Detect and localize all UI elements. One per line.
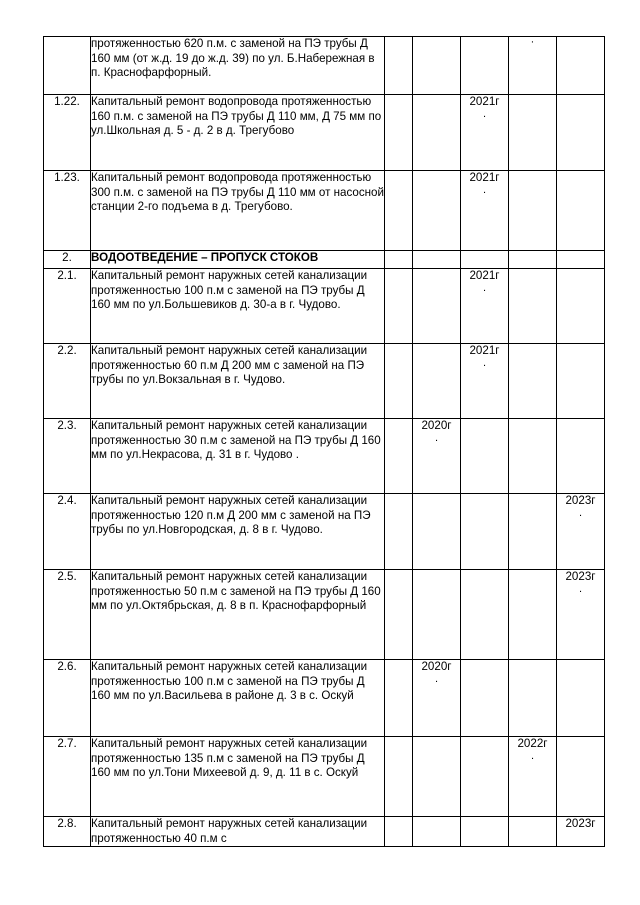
item-number-cell: [44, 37, 91, 95]
item-number-cell: 1.22.: [44, 95, 91, 171]
year-label: 2023г: [565, 570, 596, 583]
item-description-cell: Капитальный ремонт наружных сетей канализации протяженностью 100 п.м с заменой на ПЭ трубы Д 160 мм по ул.Васильева в районе д. 3 в с. Оскуй: [91, 660, 385, 737]
item-number-cell: 2.3.: [44, 419, 91, 494]
item-number-cell: 2.6.: [44, 660, 91, 737]
year-dot: .: [578, 582, 583, 595]
year-label: 2022г: [517, 737, 548, 750]
table-row: [44, 269, 605, 344]
year-column-cell: [385, 494, 413, 570]
year-column-cell: [461, 570, 509, 660]
item-description-cell: Капитальный ремонт наружных сетей канализации протяженностью 120 п.м Д 200 мм с заменой на ПЭ трубы по ул.Новгородская, д. 8 в г. Чудово.: [91, 494, 385, 570]
item-description-cell: ВОДООТВЕДЕНИЕ – ПРОПУСК СТОКОВ: [91, 251, 385, 269]
item-number-cell: 2.7.: [44, 737, 91, 817]
year-column-cell: [413, 494, 461, 570]
item-number-cell: 2.2.: [44, 344, 91, 419]
table-row: [44, 660, 605, 737]
year-column-cell: [385, 171, 413, 251]
year-column-cell: [557, 494, 605, 570]
table-row: [44, 344, 605, 419]
item-number-cell: 1.23.: [44, 171, 91, 251]
year-column-cell: [509, 660, 557, 737]
year-column-cell: [557, 171, 605, 251]
year-column-cell: [509, 344, 557, 419]
item-number-cell: 2.5.: [44, 570, 91, 660]
year-dot: .: [434, 431, 439, 444]
year-column-cell: [557, 344, 605, 419]
section-header-row: [44, 251, 605, 269]
table-row: [44, 171, 605, 251]
year-label: 2020г: [421, 419, 452, 432]
year-column-cell: [385, 251, 413, 269]
item-description-cell: Капитальный ремонт водопровода протяженностью 160 п.м. с заменой на ПЭ трубы Д 110 мм, Д 75 мм по ул.Школьная д. 5 - д. 2 в д. Трегубово: [91, 95, 385, 171]
year-column-cell: [509, 817, 557, 847]
repair-plan-table: [43, 36, 605, 847]
year-label: 2023г: [565, 494, 596, 507]
year-column-cell: [413, 269, 461, 344]
year-column-cell: [557, 737, 605, 817]
year-label: 2020г: [421, 660, 452, 673]
table-row: [44, 817, 605, 847]
year-dot: .: [434, 672, 439, 685]
year-column-cell: [385, 817, 413, 847]
year-column-cell: [509, 570, 557, 660]
year-dot: .: [482, 107, 487, 120]
year-dot: .: [482, 281, 487, 294]
year-column-cell: [413, 344, 461, 419]
year-column-cell: [509, 269, 557, 344]
year-label: 2021г: [469, 171, 500, 184]
year-label: 2021г: [469, 344, 500, 357]
year-column-cell: [385, 419, 413, 494]
year-column-cell: [557, 660, 605, 737]
year-dot: .: [530, 749, 535, 762]
item-description-cell: Капитальный ремонт наружных сетей канализации протяженностью 60 п.м Д 200 мм с заменой на ПЭ трубы по ул.Вокзальная в г. Чудово.: [91, 344, 385, 419]
item-description-cell: Капитальный ремонт наружных сетей канализации протяженностью 135 п.м с заменой на ПЭ трубы Д 160 мм по ул.Тони Михеевой д. 9, д. 11 в с. Оскуй: [91, 737, 385, 817]
year-column-cell: [509, 251, 557, 269]
item-description-cell: протяженностью 620 п.м. с заменой на ПЭ трубы Д 160 мм (от ж.д. 19 до ж.д. 39) по ул. Б.Набережная в п. Краснофарфорный.: [91, 37, 385, 95]
year-column-cell: [461, 37, 509, 95]
year-column-cell: [557, 251, 605, 269]
year-column-cell: [557, 269, 605, 344]
year-label: 2023г: [565, 817, 596, 830]
year-dot: .: [482, 356, 487, 369]
year-column-cell: [413, 570, 461, 660]
year-column-cell: [509, 494, 557, 570]
mark-dot: ·: [530, 36, 535, 48]
item-number-cell: 2.: [44, 251, 91, 269]
year-column-cell: [413, 171, 461, 251]
year-column-cell: [557, 570, 605, 660]
year-column-cell: [385, 269, 413, 344]
item-description-cell: Капитальный ремонт наружных сетей канализации протяженностью 40 п.м с: [91, 817, 385, 847]
year-column-cell: [461, 95, 509, 171]
item-description-cell: Капитальный ремонт наружных сетей канализации протяженностью 30 п.м с заменой на ПЭ трубы Д 160 мм по ул.Некрасова, д. 31 в г. Чудово .: [91, 419, 385, 494]
year-column-cell: [461, 171, 509, 251]
year-column-cell: [413, 95, 461, 171]
year-dot: .: [482, 183, 487, 196]
year-column-cell: [413, 817, 461, 847]
table-row: [44, 95, 605, 171]
year-column-cell: [557, 95, 605, 171]
year-column-cell: [385, 660, 413, 737]
year-column-cell: [557, 37, 605, 95]
year-column-cell: [509, 171, 557, 251]
item-number-cell: 2.1.: [44, 269, 91, 344]
item-description-cell: Капитальный ремонт наружных сетей канализации протяженностью 100 п.м с заменой на ПЭ трубы Д 160 мм по ул.Большевиков д. 30-а в г. Чудово.: [91, 269, 385, 344]
year-column-cell: [413, 37, 461, 95]
year-column-cell: [385, 344, 413, 419]
year-column-cell: [461, 251, 509, 269]
year-column-cell: [461, 817, 509, 847]
year-dot: .: [578, 506, 583, 519]
year-column-cell: [385, 37, 413, 95]
year-column-cell: [509, 37, 557, 95]
item-number-cell: 2.4.: [44, 494, 91, 570]
year-column-cell: [413, 419, 461, 494]
year-column-cell: [509, 95, 557, 171]
year-column-cell: [461, 660, 509, 737]
year-column-cell: [385, 95, 413, 171]
year-column-cell: [557, 419, 605, 494]
item-number-cell: 2.8.: [44, 817, 91, 847]
table-row: [44, 494, 605, 570]
year-label: 2021г: [469, 269, 500, 282]
year-column-cell: [413, 660, 461, 737]
table-row: [44, 570, 605, 660]
year-column-cell: [461, 737, 509, 817]
table-row: [44, 419, 605, 494]
table-row: [44, 737, 605, 817]
year-column-cell: [413, 737, 461, 817]
year-column-cell: [461, 494, 509, 570]
year-label: 2021г: [469, 95, 500, 108]
item-description-cell: Капитальный ремонт водопровода протяженностью 300 п.м. с заменой на ПЭ трубы Д 110 мм от насосной станции 2-го подъема в д. Трегубово.: [91, 171, 385, 251]
year-column-cell: [461, 344, 509, 419]
year-column-cell: [557, 817, 605, 847]
year-column-cell: [461, 419, 509, 494]
year-column-cell: [385, 570, 413, 660]
year-column-cell: [509, 737, 557, 817]
table-row: [44, 37, 605, 95]
year-column-cell: [461, 269, 509, 344]
item-description-cell: Капитальный ремонт наружных сетей канализации протяженностью 50 п.м с заменой на ПЭ трубы Д 160 мм по ул.Октябрьская, д. 8 в п. Краснофарфорный: [91, 570, 385, 660]
year-column-cell: [509, 419, 557, 494]
year-column-cell: [413, 251, 461, 269]
year-column-cell: [385, 737, 413, 817]
